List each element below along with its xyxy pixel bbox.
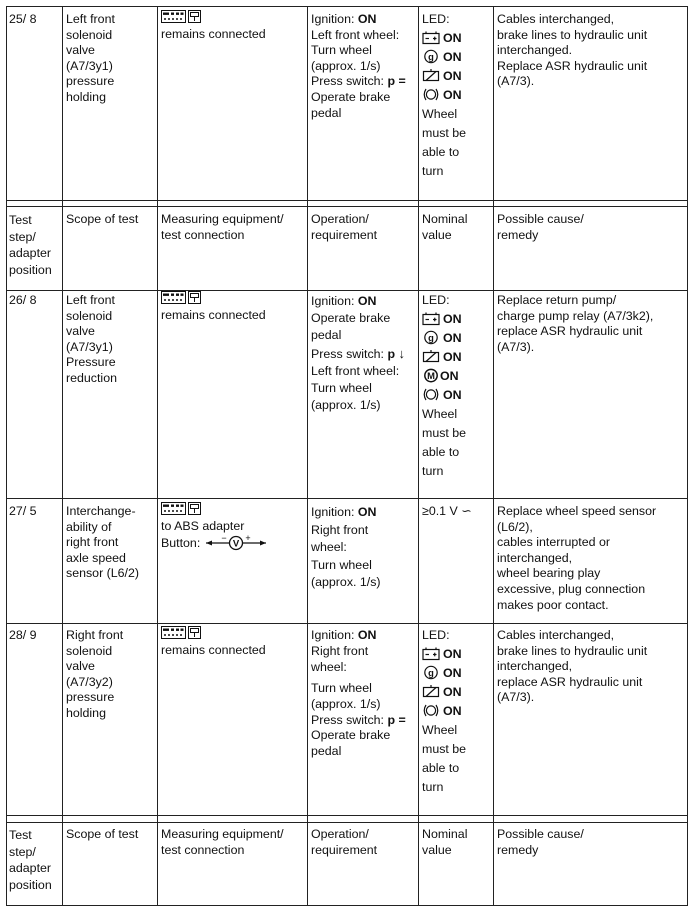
header-text: Measuring equipment/ bbox=[161, 212, 284, 226]
header-text: step/ bbox=[9, 844, 36, 859]
remedy-line: brake lines to hydraulic unit bbox=[497, 27, 648, 42]
nominal-line: able to bbox=[422, 145, 460, 159]
header-text: Nominal bbox=[422, 827, 468, 841]
scope-line: holding bbox=[66, 89, 106, 104]
scope-line: right front bbox=[66, 535, 119, 550]
column-divider bbox=[62, 6, 63, 906]
scope-line: Interchange- bbox=[66, 504, 136, 518]
scope-line: pressure bbox=[66, 74, 115, 89]
nominal-line: Wheel bbox=[422, 107, 458, 121]
equipment-cell bbox=[161, 502, 268, 552]
column-divider bbox=[418, 6, 419, 906]
remedy-line: replace ASR hydraulic unit bbox=[497, 324, 643, 339]
remedy-line: Cables interchanged, bbox=[497, 628, 615, 642]
op-line: (approx. 1/s) bbox=[311, 575, 381, 590]
nominal-line: turn bbox=[422, 164, 444, 178]
scope-line: (A7/3y2) bbox=[66, 674, 113, 689]
led-state: ON bbox=[443, 331, 462, 345]
op-line: wheel: bbox=[311, 540, 347, 555]
battery-icon bbox=[422, 30, 440, 45]
scope-line: valve bbox=[66, 43, 95, 58]
tester-connector-icon bbox=[161, 502, 201, 515]
op-line: Ignition: ON bbox=[311, 628, 377, 642]
valve-icon bbox=[422, 68, 440, 83]
remedy-line: charge pump relay (A7/3k2), bbox=[497, 308, 654, 323]
row-separator bbox=[6, 200, 688, 201]
nominal-line: Wheel bbox=[422, 723, 458, 737]
scope-line: valve bbox=[66, 324, 95, 339]
op-line: Press switch: p = bbox=[311, 712, 406, 727]
header-text: Test bbox=[9, 828, 32, 842]
scope-line: valve bbox=[66, 659, 95, 674]
scope-cell bbox=[66, 628, 123, 722]
header-text: Operation/ bbox=[311, 827, 369, 841]
nominal-cell bbox=[422, 291, 466, 481]
row-separator bbox=[6, 498, 688, 499]
greater-equal-icon: ≥ bbox=[422, 504, 429, 518]
led-state: ON bbox=[443, 704, 462, 718]
nominal-line: able to bbox=[422, 761, 460, 775]
nominal-line: able to bbox=[422, 445, 460, 459]
equipment-text: to ABS adapter bbox=[161, 518, 245, 533]
remedy-cell bbox=[497, 504, 656, 613]
wheel-icon bbox=[422, 703, 440, 718]
op-line: Right front bbox=[311, 643, 369, 658]
led-state: ON bbox=[443, 88, 462, 102]
valve-icon bbox=[422, 349, 440, 364]
remedy-line: brake lines to hydraulic unit bbox=[497, 643, 648, 658]
nominal-cell bbox=[422, 10, 466, 181]
op-line: Turn wheel bbox=[311, 557, 372, 572]
header-remedy bbox=[497, 827, 584, 858]
header-text: step/ bbox=[9, 229, 36, 244]
nominal-cell bbox=[422, 626, 466, 797]
header-nominal bbox=[422, 827, 467, 858]
equipment-text: remains connected bbox=[161, 642, 266, 657]
op-line: Ignition: ON bbox=[311, 294, 377, 308]
valve-icon bbox=[422, 684, 440, 699]
op-line: (approx. 1/s) bbox=[311, 398, 381, 413]
scope-line: solenoid bbox=[66, 308, 113, 323]
table-border-top bbox=[6, 6, 688, 7]
remedy-line: Replace wheel speed sensor bbox=[497, 504, 657, 518]
remedy-line: Cables interchanged, bbox=[497, 12, 615, 26]
row-separator bbox=[6, 822, 688, 823]
header-operation bbox=[311, 827, 377, 858]
led-state: ON bbox=[443, 388, 462, 402]
op-line: (approx. 1/s) bbox=[311, 58, 381, 73]
equipment-text: remains connected bbox=[161, 307, 266, 322]
op-line: Right front bbox=[311, 522, 369, 537]
step-cell: 26/ 8 bbox=[9, 293, 37, 307]
voltmeter-icon bbox=[204, 534, 268, 552]
scope-line: pressure bbox=[66, 690, 115, 705]
scope-cell bbox=[66, 504, 139, 582]
op-line: (approx. 1/s) bbox=[311, 696, 381, 711]
header-text: Nominal bbox=[422, 212, 468, 226]
led-label: LED: bbox=[422, 12, 450, 26]
remedy-line: cables interrupted or bbox=[497, 535, 610, 550]
header-text: value bbox=[422, 227, 452, 242]
header-step bbox=[9, 212, 52, 278]
nominal-line: Wheel bbox=[422, 407, 458, 421]
header-text: Possible cause/ bbox=[497, 827, 584, 841]
table-border-bottom bbox=[6, 905, 688, 906]
wheel-icon bbox=[422, 387, 440, 402]
header-text: requirement bbox=[311, 842, 378, 857]
remedy-cell bbox=[497, 293, 653, 355]
scope-line: sensor (L6/2) bbox=[66, 566, 140, 581]
ac-voltage-icon: ∽ bbox=[457, 504, 472, 518]
scope-cell bbox=[66, 293, 117, 387]
equipment-cell bbox=[161, 626, 266, 658]
row-separator bbox=[6, 815, 688, 816]
op-line: pedal bbox=[311, 328, 342, 343]
nominal-cell bbox=[422, 504, 472, 520]
header-text: remedy bbox=[497, 227, 539, 242]
op-line: Turn wheel bbox=[311, 381, 372, 396]
equipment-cell bbox=[161, 10, 266, 42]
header-text: remedy bbox=[497, 842, 539, 857]
header-scope: Scope of test bbox=[66, 827, 139, 841]
operation-cell bbox=[311, 12, 406, 121]
remedy-line: (A7/3). bbox=[497, 339, 535, 354]
remedy-line: replace ASR hydraulic unit bbox=[497, 674, 643, 689]
header-step bbox=[9, 827, 52, 893]
tester-connector-icon bbox=[161, 626, 201, 639]
scope-line: ability of bbox=[66, 519, 112, 534]
remedy-line: (L6/2), bbox=[497, 519, 533, 534]
remedy-line: makes poor contact. bbox=[497, 597, 609, 612]
column-divider bbox=[307, 6, 308, 906]
remedy-line: interchanged. bbox=[497, 43, 573, 58]
led-label: LED: bbox=[422, 293, 450, 307]
remedy-line: interchanged, bbox=[497, 550, 573, 565]
gear-icon bbox=[422, 665, 440, 680]
row-separator bbox=[6, 623, 688, 624]
remedy-line: Replace return pump/ bbox=[497, 293, 617, 307]
step-cell: 27/ 5 bbox=[9, 504, 37, 518]
nominal-line: turn bbox=[422, 780, 444, 794]
scope-cell bbox=[66, 12, 115, 106]
remedy-line: (A7/3). bbox=[497, 690, 535, 705]
remedy-line: interchanged, bbox=[497, 659, 573, 674]
led-state: ON bbox=[443, 647, 462, 661]
op-line: Operate brake bbox=[311, 89, 391, 104]
column-divider bbox=[687, 6, 688, 906]
header-text: Operation/ bbox=[311, 212, 369, 226]
button-line: Button: bbox=[161, 534, 268, 552]
header-text: adapter bbox=[9, 246, 52, 260]
op-line: wheel: bbox=[311, 659, 347, 674]
scope-line: Left front bbox=[66, 12, 115, 26]
scope-line: solenoid bbox=[66, 643, 113, 658]
op-line: Turn wheel bbox=[311, 43, 372, 58]
scope-line: holding bbox=[66, 705, 106, 720]
remedy-line: wheel bearing play bbox=[497, 566, 601, 581]
step-cell: 28/ 9 bbox=[9, 628, 37, 642]
remedy-cell bbox=[497, 628, 647, 706]
op-line: Ignition: ON bbox=[311, 505, 377, 519]
operation-cell bbox=[311, 504, 381, 592]
remedy-cell bbox=[497, 12, 647, 90]
scope-line: reduction bbox=[66, 370, 117, 385]
led-state: ON bbox=[443, 350, 462, 364]
scope-line: (A7/3y1) bbox=[66, 339, 113, 354]
header-equipment bbox=[161, 827, 284, 858]
led-state: ON bbox=[443, 31, 462, 45]
header-text: adapter bbox=[9, 861, 52, 875]
header-operation bbox=[311, 212, 377, 243]
nominal-line: must be bbox=[422, 126, 467, 140]
header-text: test connection bbox=[161, 842, 245, 857]
operation-cell bbox=[311, 293, 405, 414]
row-separator bbox=[6, 206, 688, 207]
header-scope: Scope of test bbox=[66, 212, 139, 226]
nominal-value: 0.1 V bbox=[428, 504, 458, 518]
equipment-text: remains connected bbox=[161, 26, 266, 41]
column-divider bbox=[157, 6, 158, 906]
op-line: Press switch: p ↓ bbox=[311, 345, 405, 361]
header-remedy bbox=[497, 212, 584, 243]
led-state: ON bbox=[440, 369, 459, 383]
op-line: Turn wheel bbox=[311, 680, 372, 695]
nominal-line: turn bbox=[422, 464, 444, 478]
gear-icon bbox=[422, 330, 440, 345]
led-state: ON bbox=[443, 69, 462, 83]
nominal-line: must be bbox=[422, 426, 467, 440]
scope-line: Pressure bbox=[66, 355, 116, 370]
led-state: ON bbox=[443, 312, 462, 326]
column-divider bbox=[493, 6, 494, 906]
header-text: requirement bbox=[311, 227, 378, 242]
led-state: ON bbox=[443, 666, 462, 680]
tester-connector-icon bbox=[161, 291, 201, 304]
scope-line: solenoid bbox=[66, 27, 113, 42]
scope-line: Left front bbox=[66, 293, 115, 307]
equipment-cell bbox=[161, 291, 266, 323]
step-cell: 25/ 8 bbox=[9, 12, 37, 26]
led-label: LED: bbox=[422, 628, 450, 642]
op-line: Operate brake bbox=[311, 728, 391, 743]
gear-icon bbox=[422, 49, 440, 64]
battery-icon bbox=[422, 646, 440, 661]
op-line: Operate brake bbox=[311, 311, 391, 326]
op-line: pedal bbox=[311, 744, 342, 759]
column-divider bbox=[6, 6, 7, 906]
row-separator bbox=[6, 290, 688, 291]
op-line: Press switch: p = bbox=[311, 74, 406, 89]
header-nominal bbox=[422, 212, 467, 243]
battery-icon bbox=[422, 311, 440, 326]
header-text: position bbox=[9, 262, 52, 277]
scope-line: axle speed bbox=[66, 550, 126, 565]
op-line: Left front wheel: bbox=[311, 363, 400, 378]
operation-cell bbox=[311, 628, 406, 760]
remedy-line: Replace ASR hydraulic unit bbox=[497, 58, 648, 73]
header-text: position bbox=[9, 877, 52, 892]
op-line: Ignition: ON bbox=[311, 12, 377, 26]
header-text: Measuring equipment/ bbox=[161, 827, 284, 841]
header-text: value bbox=[422, 842, 452, 857]
op-line: Left front wheel: bbox=[311, 27, 400, 42]
down-arrow-icon: ↓ bbox=[398, 345, 405, 361]
motor-icon bbox=[422, 368, 440, 383]
tester-connector-icon bbox=[161, 10, 201, 23]
scope-line: (A7/3y1) bbox=[66, 58, 113, 73]
nominal-line: must be bbox=[422, 742, 467, 756]
op-line: pedal bbox=[311, 105, 342, 120]
header-text: Test bbox=[9, 213, 32, 227]
header-equipment bbox=[161, 212, 284, 243]
led-state: ON bbox=[443, 685, 462, 699]
led-state: ON bbox=[443, 50, 462, 64]
scope-line: Right front bbox=[66, 628, 124, 642]
header-text: test connection bbox=[161, 227, 245, 242]
remedy-line: (A7/3). bbox=[497, 74, 535, 89]
test-table bbox=[6, 6, 688, 906]
header-text: Possible cause/ bbox=[497, 212, 584, 226]
remedy-line: excessive, plug connection bbox=[497, 581, 646, 596]
wheel-icon bbox=[422, 87, 440, 102]
